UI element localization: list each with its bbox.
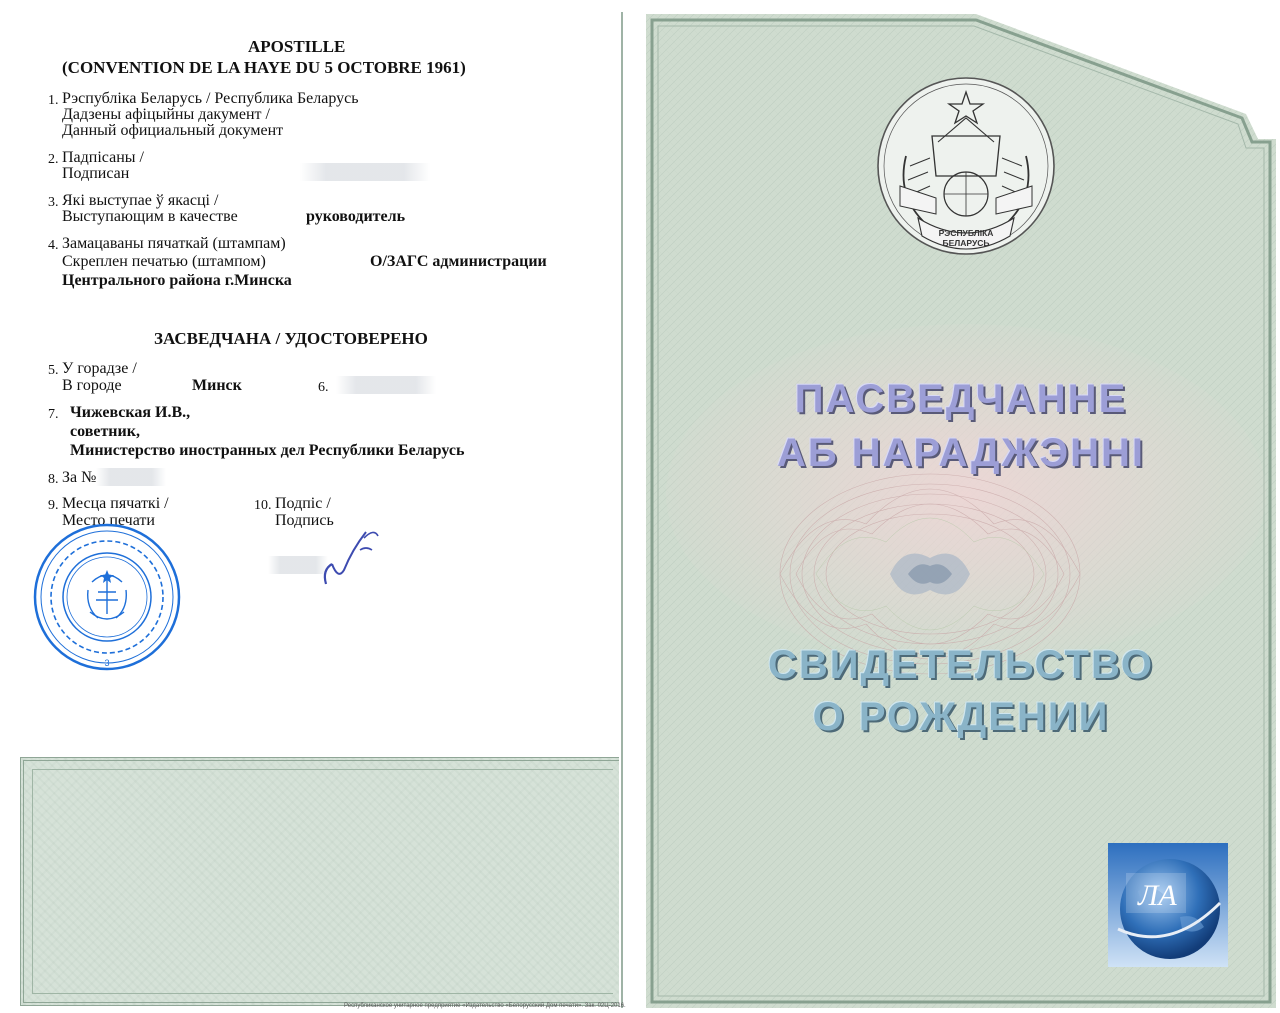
field-7-number: 7. [48,407,59,422]
field-1-line2: Дадзены афіцыйны дакумент / [62,106,270,123]
field-4-value1: О/ЗАГС администрации [370,253,547,270]
field-1-line3: Данный официальный документ [62,122,284,139]
cover-title-russian-line1: СВИДЕТЕЛЬСТВО [768,643,1154,687]
field-8-number: 8. [48,472,59,487]
field-9-line2: Место печати [62,512,155,529]
field-5-line1: У горадзе / [62,360,137,377]
field-2-line2: Подписан [62,165,130,182]
field-10-number: 10. [254,498,272,513]
field-5-line2: В городе [62,377,122,394]
redacted-number [96,468,166,486]
field-3-line2: Выступающим в качестве [62,208,238,225]
redacted-signer [300,163,430,181]
field-10-line2: Подпись [275,512,334,529]
field-3-line1: Які выступае ў якасці / [62,192,219,209]
field-7-ministry: Министерство иностранных дел Республики Беларусь [70,442,465,459]
printer-note: Республиканское унитарное предприятие «Издательство «Белорусский Дом печати». Зак. 02Ц-2016. [344,1003,626,1009]
field-10-line1: Подпіс / [275,495,331,512]
apostille-title: APOSTILLE [248,37,346,56]
field-4-line2: Скреплен печатью (штампом) [62,253,266,270]
cover-title-russian-line2: О РОЖДЕНИИ [812,695,1110,739]
redacted-date [336,376,436,394]
field-3-number: 3. [48,195,59,210]
logo-letters: ЛА [1138,879,1177,912]
field-5-number: 5. [48,363,59,378]
field-1-number: 1. [48,93,59,108]
field-2-number: 2. [48,152,59,167]
field-3-value: руководитель [306,208,406,225]
field-4-number: 4. [48,238,59,253]
official-stamp [30,520,184,674]
svg-text:3: 3 [104,658,110,668]
field-4-value2: Центрального района г.Минска [62,272,292,289]
field-9-number: 9. [48,498,59,513]
field-2-line1: Падпісаны / [62,149,144,166]
cover-title-belarusian-line1: ПАСВЕДЧАННЕ [794,377,1128,421]
certified-heading: ЗАСВЕДЧАНА / УДОСТОВЕРЕНО [154,329,428,348]
apostille-subtitle: (CONVENTION DE LA HAYE DU 5 OCTOBRE 1961) [62,58,466,77]
field-5-value: Минск [192,377,242,394]
state-emblem [878,78,1054,254]
field-9-line1: Месца пячаткі / [62,495,169,512]
agency-logo [1108,843,1228,967]
signature [308,520,388,600]
field-4-line1: Замацаваны пячаткай (штампам) [62,235,286,252]
svg-text:БЕЛАРУСЬ: БЕЛАРУСЬ [942,238,990,248]
svg-text:РЭСПУБЛІКА: РЭСПУБЛІКА [938,228,994,238]
cover-title-belarusian-line2: АБ НАРАДЖЭННІ [776,431,1146,475]
field-7-position: советник, [70,423,140,440]
apostille-page-green-bottom [20,757,619,1006]
field-6-number: 6. [318,380,329,395]
field-1-line1: Рэспубліка Беларусь / Республика Беларусь [62,90,359,107]
field-8-label: За № [62,469,97,486]
field-7-name: Чижевская И.В., [70,404,191,421]
